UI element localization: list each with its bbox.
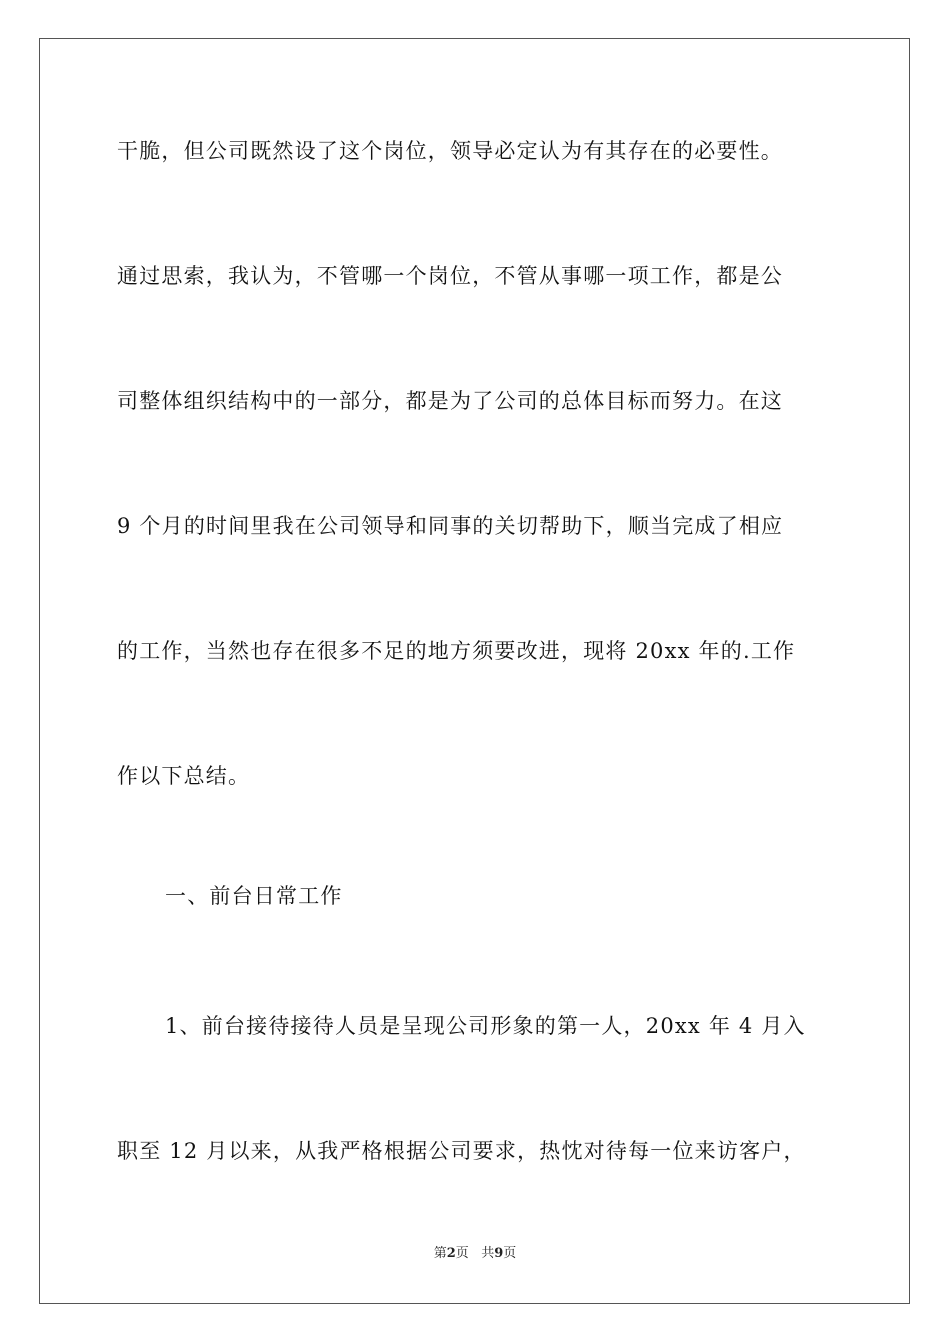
- page-number: 2: [446, 1246, 456, 1261]
- total-suffix: 页: [503, 1246, 517, 1261]
- page-suffix: 页: [455, 1246, 469, 1261]
- body-line-9: 职至 12 月以来，从我严格根据公司要求，热忱对待每一位来访客户，: [117, 1139, 806, 1163]
- page-prefix: 第: [433, 1246, 447, 1261]
- body-line-6: 作以下总结。: [117, 764, 251, 788]
- total-pages: 9: [494, 1246, 504, 1261]
- total-prefix: 共: [481, 1246, 495, 1261]
- page-footer: [0, 1245, 950, 1263]
- body-line-1: 干脆，但公司既然设了这个岗位，领导必定认为有其存在的必要性。: [117, 139, 783, 163]
- body-line-3: 司整体组织结构中的一部分，都是为了公司的总体目标而努力。在这: [117, 389, 783, 413]
- body-line-5: 的工作，当然也存在很多不足的地方须要改进，现将 20xx 年的.工作: [117, 639, 796, 663]
- body-line-2: 通过思索，我认为，不管哪一个岗位，不管从事哪一项工作，都是公: [117, 264, 783, 288]
- body-line-4: 9 个月的时间里我在公司领导和同事的关切帮助下，顺当完成了相应: [117, 514, 784, 538]
- section-heading: 一、前台日常工作: [165, 884, 343, 908]
- page-frame: [39, 38, 910, 1304]
- body-line-8: 1、前台接待接待人员是呈现公司形象的第一人，20xx 年 4 月入: [165, 1014, 806, 1038]
